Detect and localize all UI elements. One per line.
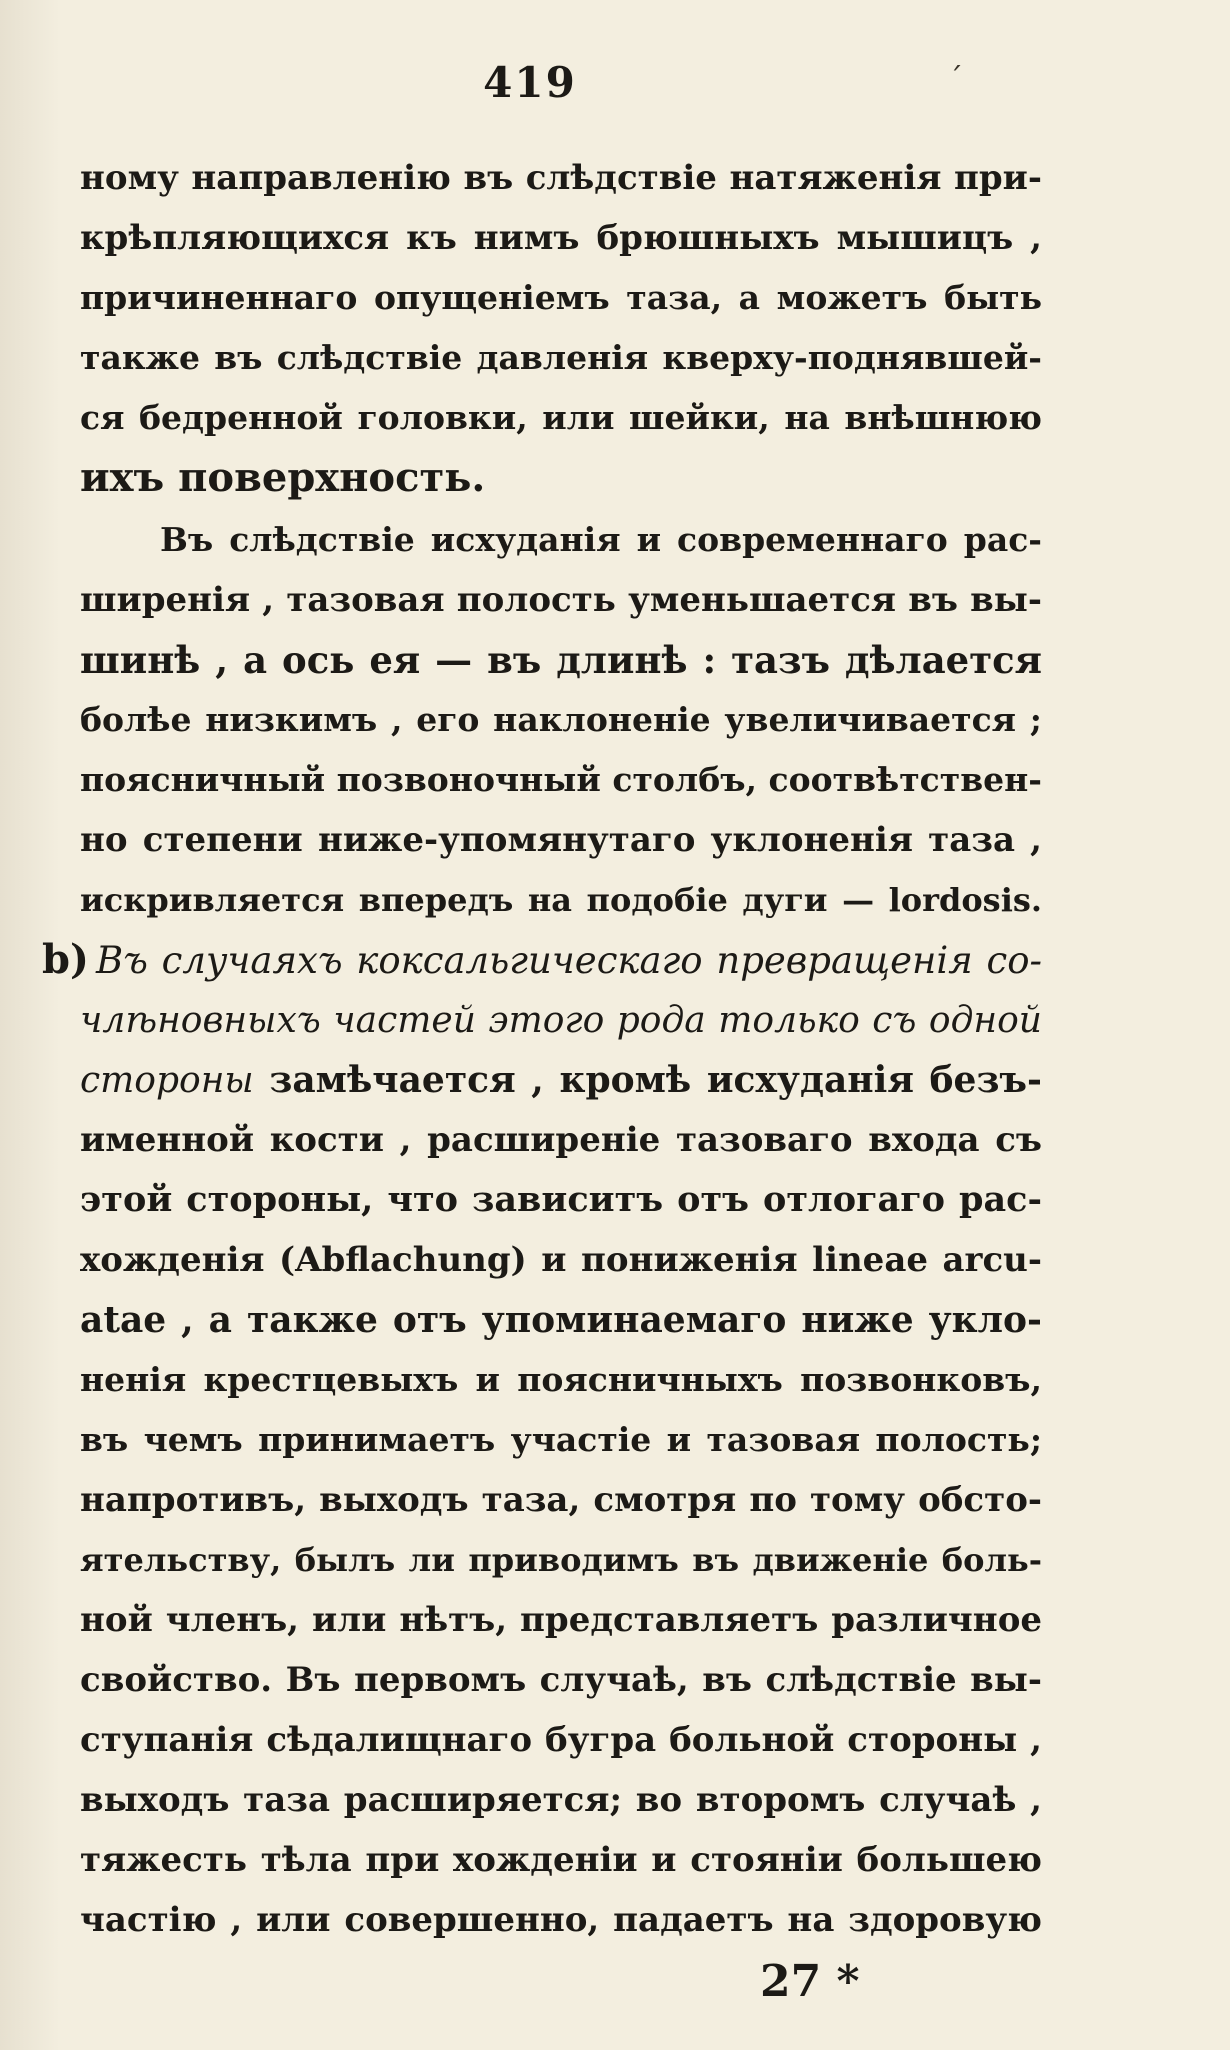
- text-line: ной членъ, или нѣтъ, представляетъ различное: [80, 1600, 1042, 1640]
- text-line: ся бедренной головки, или шейки, на внѣшнюю: [80, 398, 1042, 437]
- text-line-italic: [96, 930, 1042, 990]
- page-number: 419: [483, 58, 577, 107]
- text-line-italic: [80, 990, 1042, 1050]
- text-line: въ чемъ принимаетъ участіе и тазовая полость;: [80, 1420, 1042, 1459]
- text-line-mixed: [80, 1050, 1042, 1110]
- text-line: ступанія сѣдалищнаго бугра больной стороны ,: [80, 1720, 1042, 1760]
- text-line: ному направленію въ слѣдствіе натяженія при-: [80, 158, 1042, 198]
- text-line: также въ слѣдствіе давленія кверху-поднявшей-: [80, 338, 1042, 377]
- text-line: поясничный позвоночный столбъ, соотвѣтствен-: [80, 760, 1042, 799]
- text-line: свойство. Въ первомъ случаѣ, въ слѣдствіе вы-: [80, 1660, 1042, 1700]
- text-line: искривляется впередъ на подобіе дуги — lordosis.: [80, 881, 1042, 919]
- text-line: напротивъ, выходъ таза, смотря по тому обсто-: [80, 1480, 1042, 1520]
- text-line: но степени ниже-упомянутаго уклоненія таза ,: [80, 820, 1042, 860]
- text-line: Въ слѣдствіе исхуданія и современнаго рас-: [160, 520, 1042, 559]
- text-line: этой стороны, что зависитъ отъ отлогаго рас-: [80, 1179, 1042, 1220]
- corner-mark: ´: [948, 62, 963, 97]
- text-line: тяжесть тѣла при хожденіи и стояніи большею: [80, 1840, 1042, 1880]
- regular-text: замѣчается , кромѣ исхуданія безъ-: [269, 1059, 1042, 1101]
- text-line: именной кости , расширеніе тазоваго входа съ: [80, 1120, 1042, 1160]
- text-line: ширенія , тазовая полость уменьшается въ вы-: [80, 580, 1042, 620]
- text-line: ихъ поверхность.: [80, 454, 486, 501]
- text-line: болѣе низкимъ , его наклоненіе увеличивается ;: [80, 700, 1042, 739]
- text-line: частію , или совершенно, падаетъ на здоровую: [80, 1900, 1042, 1940]
- text-line: хожденія (Abflachung) и пониженія lineae arcu-: [80, 1240, 1042, 1280]
- text-line: выходъ таза расширяется; во второмъ случаѣ ,: [80, 1780, 1042, 1820]
- text-line: ненія крестцевыхъ и поясничныхъ позвонковъ,: [80, 1360, 1042, 1399]
- text-line: крѣпляющихся къ нимъ брюшныхъ мышицъ ,: [80, 218, 1042, 258]
- text-line: atae , а также отъ упоминаемаго ниже укло-: [80, 1299, 1042, 1341]
- list-marker: b): [42, 936, 89, 983]
- signature-mark: 27 *: [760, 1956, 860, 2007]
- text-line: шинѣ , а ось ея — въ длинѣ : тазъ дѣлается: [80, 638, 1042, 682]
- italic-text: Въ случаяхъ коксальгическаго превращенія со-: [96, 939, 1042, 982]
- text-line: причиненнаго опущеніемъ таза, а можетъ быть: [80, 278, 1042, 317]
- text-line: ятельству, былъ ли приводимъ въ движеніе боль-: [80, 1541, 1042, 1579]
- italic-text: члѣновныхъ частей этого рода только съ одной: [80, 1000, 1042, 1041]
- italic-text: стороны: [80, 1060, 254, 1101]
